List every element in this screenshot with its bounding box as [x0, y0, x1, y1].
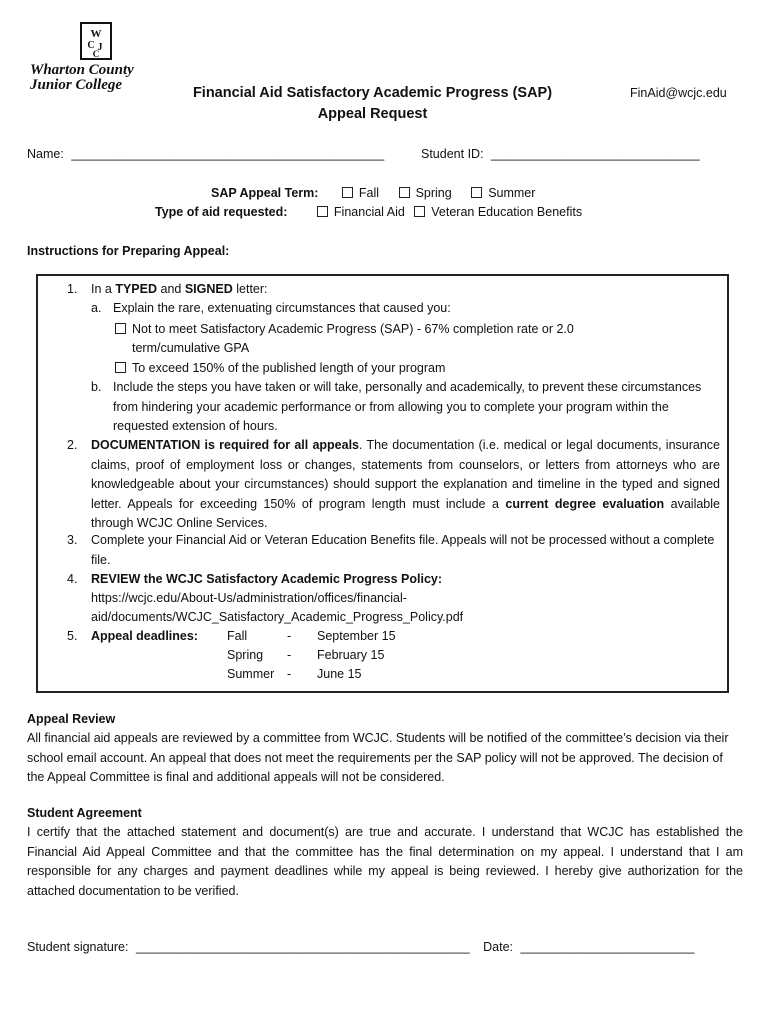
appeal-review-heading: Appeal Review — [27, 712, 116, 726]
item3-number: 3. — [67, 533, 78, 547]
date-label: Date: — [483, 940, 514, 954]
item1b-text: Include the steps you have taken or will take, personally and academically, to prevent these circumstances from hindering your academic performance or from allowing you to complete your program within the requested extension of hours. — [113, 380, 702, 433]
deadline-dash: - — [287, 629, 292, 643]
logo-college-name-line1: Wharton County — [30, 62, 134, 78]
item1a-text: Explain the rare, extenuating circumstances that caused you: — [113, 301, 451, 315]
wcjc-logo-mark — [80, 22, 112, 60]
deadline-dash: - — [287, 667, 292, 681]
policy-link-line2[interactable]: aid/documents/WCJC_Satisfactory_Academic_Progress_Policy.pdf — [91, 610, 464, 624]
signature-label: Student signature: — [27, 940, 129, 954]
reason-checkbox-sap-line2: term/cumulative GPA — [132, 341, 250, 355]
term-option-spring[interactable]: Spring — [399, 186, 452, 200]
deadline-dash: - — [287, 648, 292, 662]
date-field[interactable]: _________________________ — [520, 940, 695, 954]
deadline-term-spring: Spring — [227, 648, 264, 662]
appeal-term-row — [211, 184, 535, 203]
item3-text: Complete your Financial Aid or Veteran Education Benefits file. Appeals will not be processed without a complete file. — [91, 533, 715, 567]
term-option-summer[interactable]: Summer — [471, 186, 535, 200]
signature-row — [27, 938, 694, 957]
svg-text:W: W — [90, 28, 102, 40]
item5-number: 5. — [67, 629, 78, 643]
contact-email[interactable]: FinAid@wcjc.edu — [630, 86, 727, 100]
student-id-row — [421, 145, 700, 164]
name-field-row — [27, 145, 384, 164]
checkbox-icon[interactable] — [317, 206, 328, 217]
reason-checkbox-150[interactable]: To exceed 150% of the published length of your program — [115, 359, 445, 378]
deadline-date-summer: June 15 — [317, 667, 362, 681]
student-id-field[interactable]: ______________________________ — [491, 147, 700, 161]
student-agreement-text: I certify that the attached statement and document(s) are true and accurate. I understand that WCJC has established the Financial Aid Appeal Committee and that the committee has the final determination on my appeal. I understand that I am responsible for any charges and payment deadlines while my appeal is being reviewed. I hereby give authorization for the attached documentation to be verified. — [27, 825, 743, 898]
signature-field[interactable]: ________________________________________________ — [135, 940, 470, 954]
checkbox-icon[interactable] — [414, 206, 425, 217]
aid-option-financial-aid[interactable]: Financial Aid — [317, 205, 405, 219]
aid-option-veteran-benefits[interactable]: Veteran Education Benefits — [414, 205, 582, 219]
aid-type-row — [155, 203, 582, 222]
checkbox-icon[interactable] — [399, 187, 410, 198]
item2-number: 2. — [67, 438, 78, 452]
item1-text: In a TYPED and SIGNED letter: — [91, 282, 268, 296]
term-option-fall[interactable]: Fall — [342, 186, 379, 200]
student-id-label: Student ID: — [421, 147, 484, 161]
checkbox-icon[interactable] — [471, 187, 482, 198]
reason-checkbox-sap[interactable]: Not to meet Satisfactory Academic Progress (SAP) - 67% completion rate or 2.0 — [115, 320, 574, 339]
deadline-date-fall: September 15 — [317, 629, 396, 643]
appeal-term-label: SAP Appeal Term: — [211, 186, 319, 200]
item4-heading: REVIEW the WCJC Satisfactory Academic Progress Policy: — [91, 572, 443, 586]
logo-college-name-line2: Junior College — [30, 77, 123, 93]
svg-text:C: C — [92, 49, 100, 59]
name-field[interactable]: _____________________________________________ — [71, 147, 385, 161]
checkbox-icon[interactable] — [342, 187, 353, 198]
item2-text: DOCUMENTATION is required for all appeals. The documentation (i.e. medical or legal documents, insurance claims, proof of employment loss or changes, statements from counselors, or letters from attorneys who are knowledgeable about your circumstances) should support the explanation and timeline in the typed and signed letter. Appeals for exceeding 150% of program length must include a current degree evaluation available through WCJC Online Services. — [91, 438, 720, 530]
student-agreement-heading: Student Agreement — [27, 806, 142, 820]
appeal-review-text: All financial aid appeals are reviewed by a committee from WCJC. Students will be notified of the committee’s decision via their school email account. An appeal that does not meet the requirements per the SAP policy will not be approved. The decision of the Appeal Committee is final and additional appeals will not be considered. — [27, 731, 729, 784]
item1b-label: b. — [91, 380, 102, 394]
page-title-line1: Financial Aid Satisfactory Academic Progress (SAP) — [192, 85, 553, 101]
checkbox-icon[interactable] — [115, 362, 126, 373]
aid-type-label: Type of aid requested: — [155, 205, 288, 219]
item5-heading: Appeal deadlines: — [91, 629, 198, 643]
instructions-heading: Instructions for Preparing Appeal: — [27, 244, 230, 258]
item4-number: 4. — [67, 572, 78, 586]
svg-text:J: J — [97, 42, 103, 53]
checkbox-icon[interactable] — [115, 323, 126, 334]
deadline-term-fall: Fall — [227, 629, 248, 643]
item1-number: 1. — [67, 282, 78, 296]
deadline-date-spring: February 15 — [317, 648, 385, 662]
page-title-line2: Appeal Request — [317, 106, 428, 122]
item1a-label: a. — [91, 301, 102, 315]
policy-link-line1[interactable]: https://wcjc.edu/About-Us/administration/offices/financial- — [91, 591, 407, 605]
deadline-term-summer: Summer — [227, 667, 275, 681]
name-label: Name: — [27, 147, 64, 161]
svg-text:C: C — [87, 40, 95, 51]
